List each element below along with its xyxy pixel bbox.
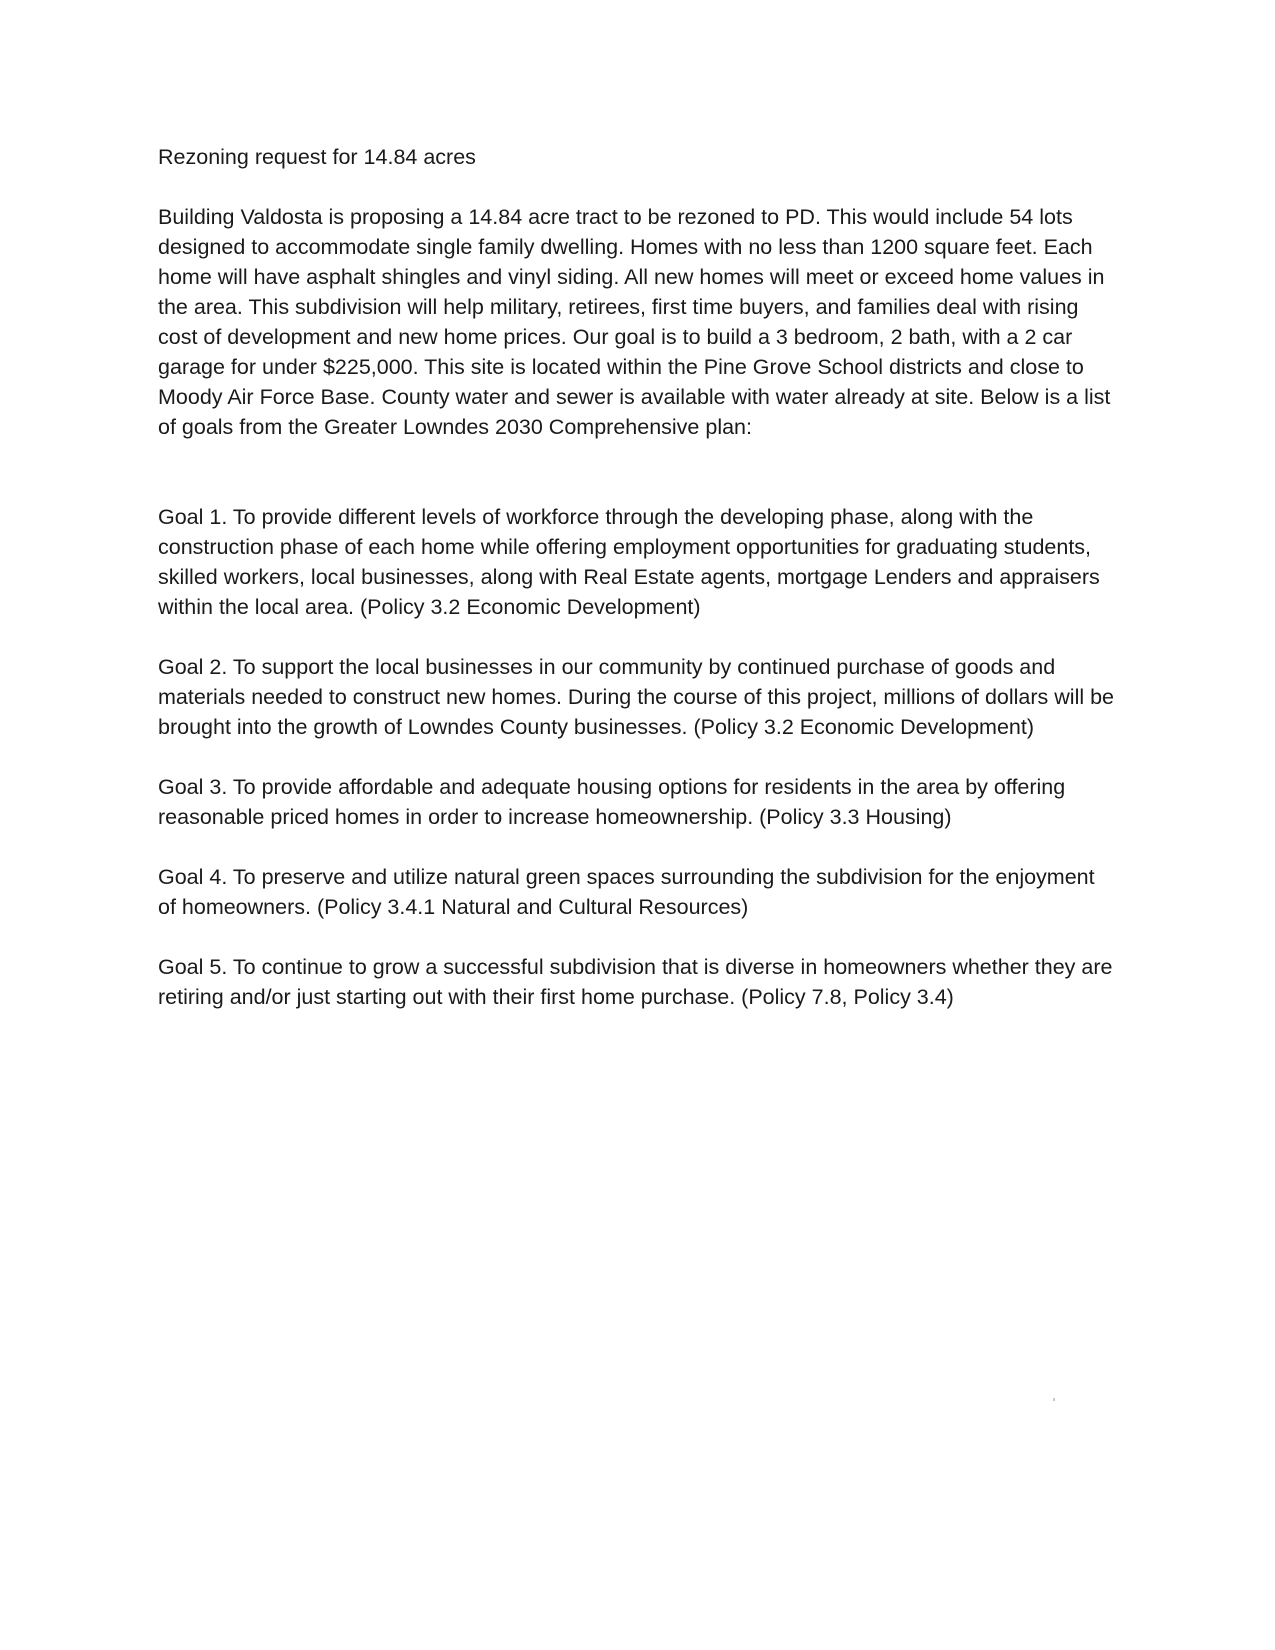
goal-3: Goal 3. To provide affordable and adequate housing options for residents in the area by offering reasonable priced homes in order to increase homeownership. (Policy 3.3 Housing) xyxy=(158,775,1066,829)
goal-4: Goal 4. To preserve and utilize natural green spaces surrounding the subdivision for the enjoyment of homeowners. (Policy 3.4.1 Natural and Cultural Resources) xyxy=(158,865,1095,919)
goal-1: Goal 1. To provide different levels of workforce through the developing phase, along with the construction phase of each home while offering employment opportunities for graduating students, skilled workers, local businesses, along with Real Estate agents, mortgage Lenders and appraisers within the local area. (Policy 3.2 Economic Development) xyxy=(158,505,1100,619)
goal-5: Goal 5. To continue to grow a successful subdivision that is diverse in homeowners whether they are retiring and/or just starting out with their first home purchase. (Policy 7.8, Policy 3.4) xyxy=(158,955,1113,1009)
goals-list xyxy=(158,502,1118,1012)
goal-2: Goal 2. To support the local businesses in our community by continued purchase of goods and materials needed to construct new homes. During the course of this project, millions of dollars will be brought into the growth of Lowndes County businesses. (Policy 3.2 Economic Development) xyxy=(158,655,1115,739)
document-title: Rezoning request for 14.84 acres xyxy=(158,145,476,169)
scan-speck xyxy=(1053,1398,1055,1401)
document-body xyxy=(158,142,1118,1012)
intro-paragraph: Building Valdosta is proposing a 14.84 acre tract to be rezoned to PD. This would include 54 lots designed to accommodate single family dwelling. Homes with no less than 1200 square feet. Each home will have asphalt shingles and vinyl siding. All new homes will meet or exceed home values in the area. This subdivision will help military, retirees, first time buyers, and families deal with rising cost of development and new home prices. Our goal is to build a 3 bedroom, 2 bath, with a 2 car garage for under $225,000. This site is located within the Pine Grove School districts and close to Moody Air Force Base. County water and sewer is available with water already at site. Below is a list of goals from the Greater Lowndes 2030 Comprehensive plan: xyxy=(158,205,1111,439)
